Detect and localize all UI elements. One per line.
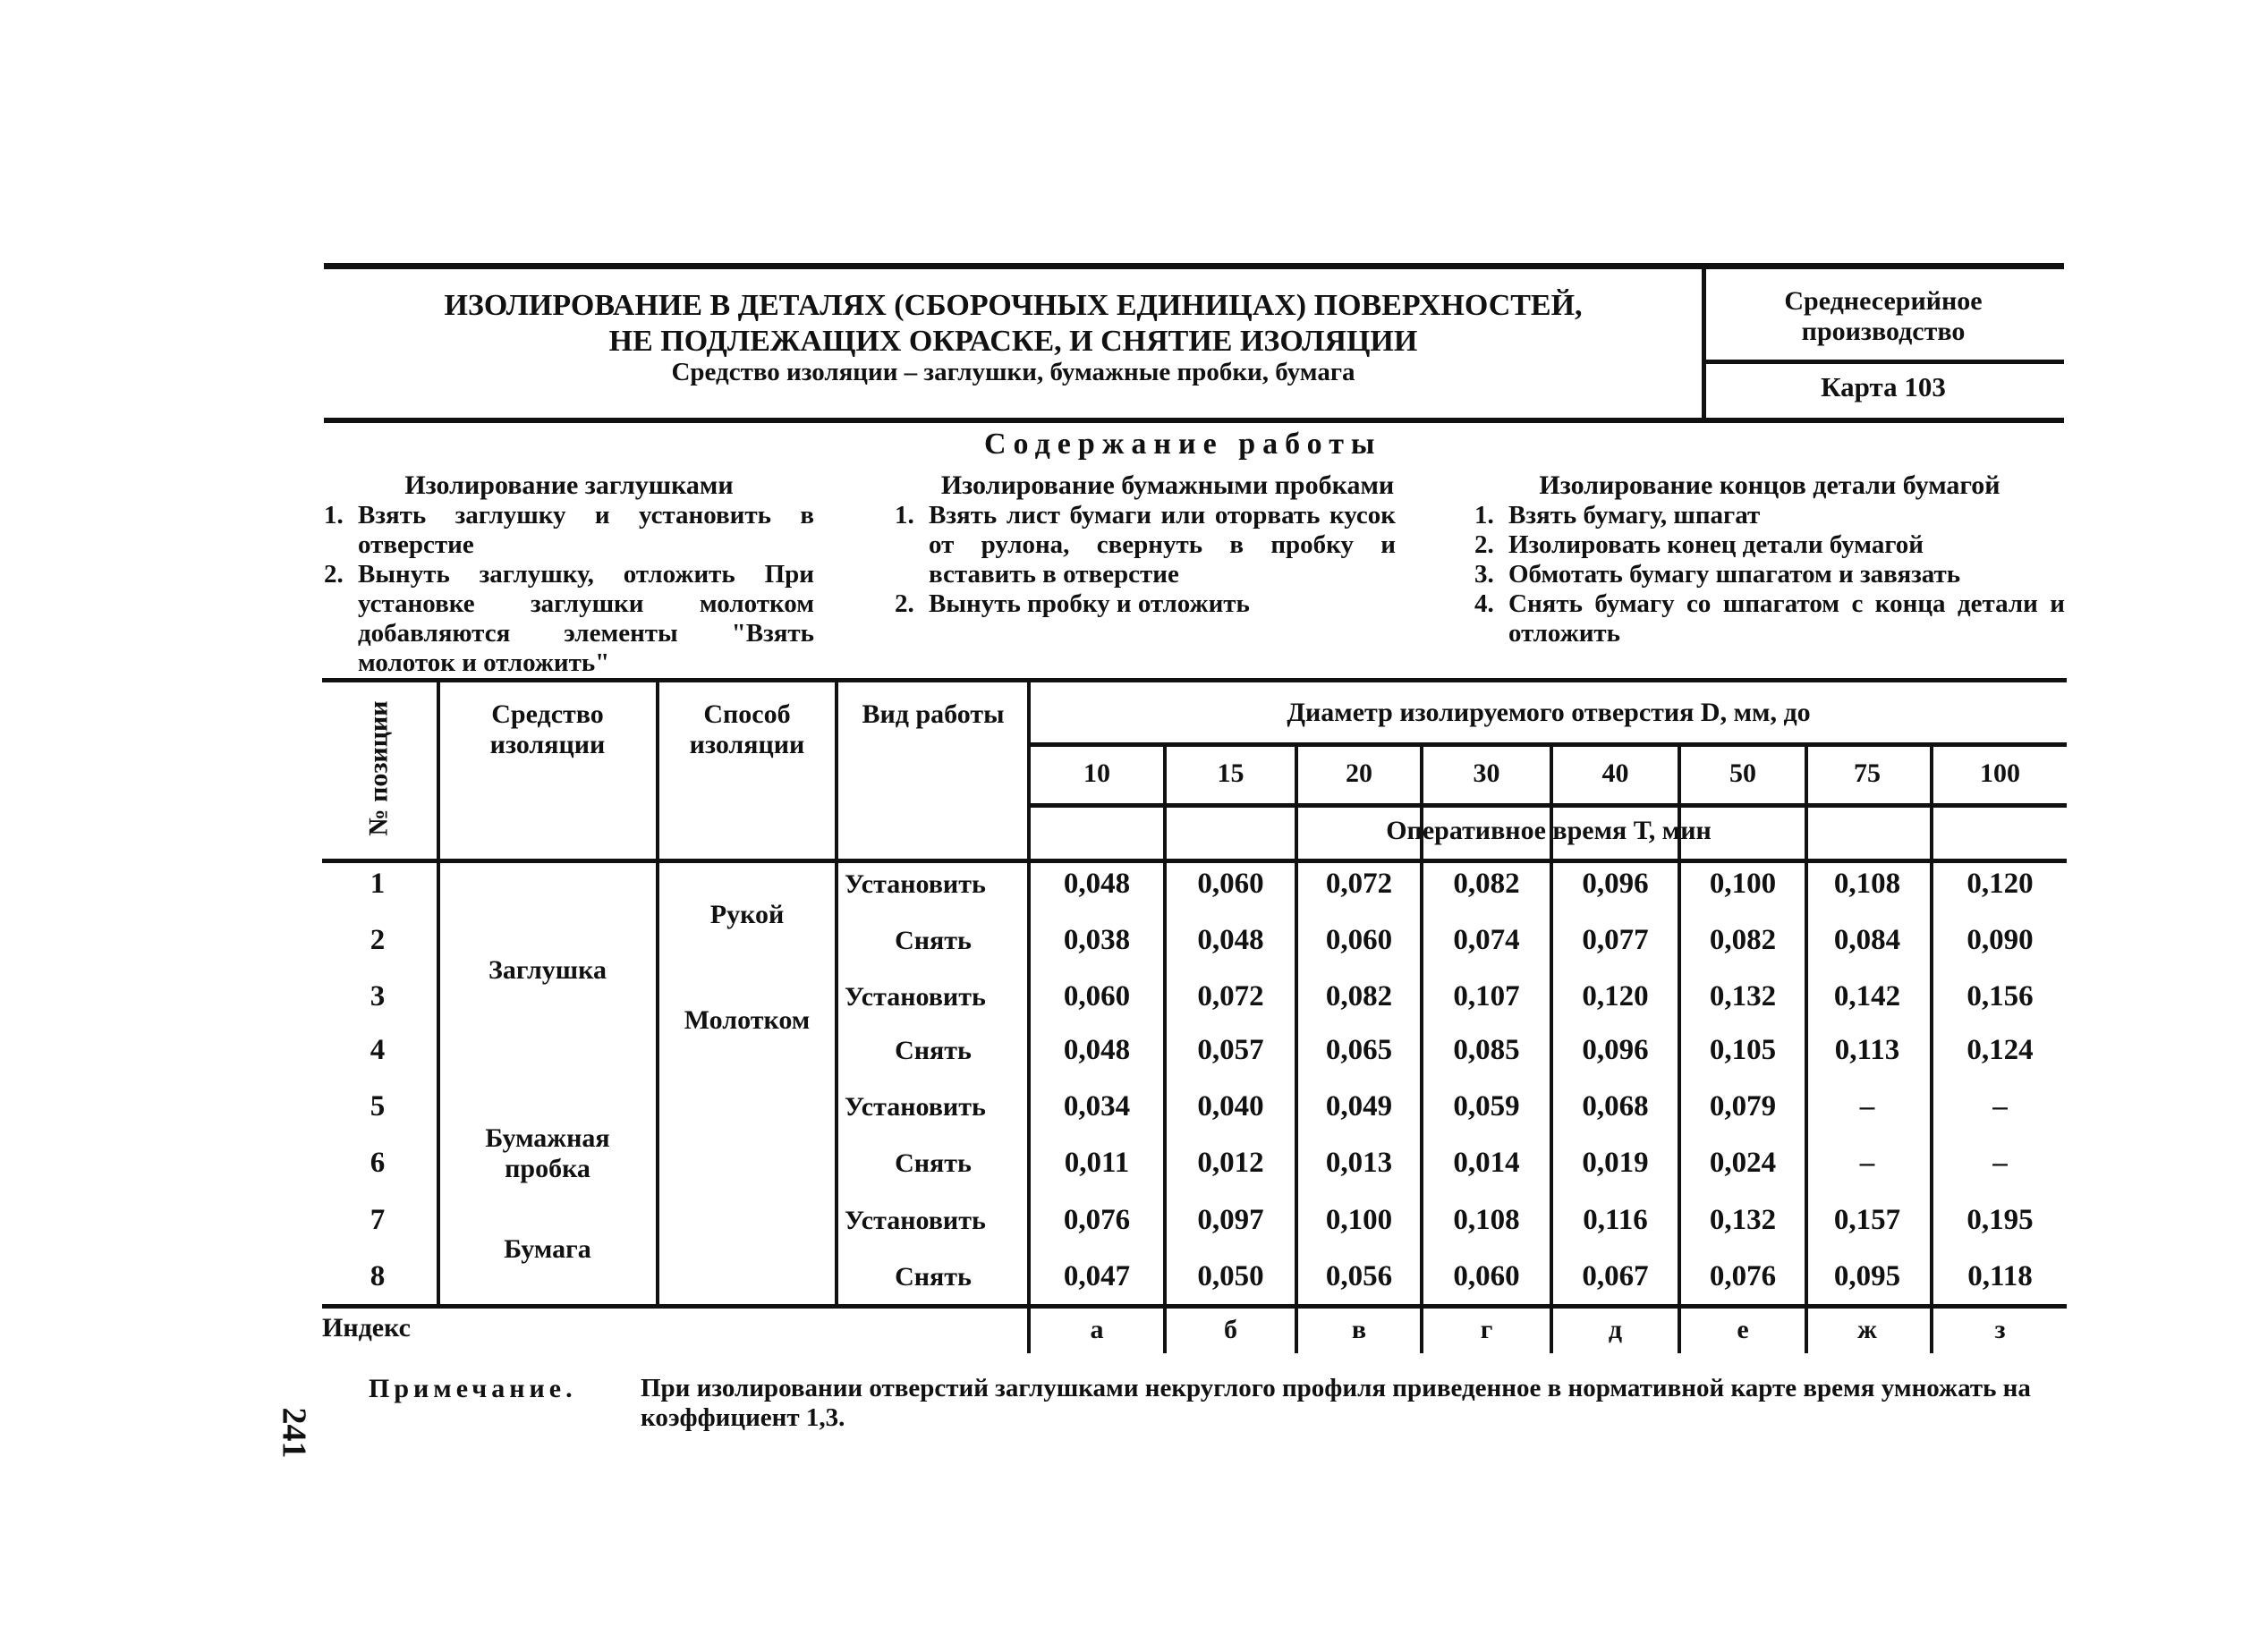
diameter-header-cell: 75 [1854, 758, 1881, 788]
position-number-cell: 3 [370, 980, 386, 1012]
time-value-cell: – [1992, 1090, 2008, 1122]
time-value-cell: – [1859, 1090, 1875, 1122]
time-value-cell: 0,107 [1453, 980, 1520, 1012]
time-value-cell: 0,113 [1834, 1034, 1900, 1066]
work-column-title: Изолирование бумажными пробками [940, 470, 1395, 500]
work-column-title: Изолирование заглушками [404, 470, 734, 500]
time-value-cell: 0,116 [1583, 1204, 1648, 1236]
time-value-cell: 0,072 [1325, 868, 1393, 900]
time-value-cell: 0,095 [1833, 1260, 1901, 1292]
time-value-cell: 0,120 [1966, 868, 2034, 900]
diameter-header-cell: 20 [1346, 758, 1372, 788]
work-column-paper [1474, 470, 2065, 648]
time-value-cell: 0,090 [1966, 924, 2034, 956]
time-value-cell: 0,124 [1966, 1034, 2034, 1066]
time-value-cell: 0,195 [1966, 1204, 2034, 1236]
time-value-cell: 0,156 [1966, 980, 2034, 1012]
time-value-cell: 0,048 [1063, 868, 1131, 900]
time-value-cell: 0,060 [1325, 924, 1393, 956]
norms-table [322, 678, 2067, 1344]
time-value-cell: 0,077 [1582, 924, 1649, 956]
work-kind-cell: Снять [895, 1036, 972, 1065]
time-value-cell: 0,065 [1325, 1034, 1393, 1066]
index-cell: г [1480, 1315, 1493, 1344]
work-kind-cell: Снять [895, 1148, 972, 1178]
means-paper-plug: Бумажная пробка [485, 1123, 610, 1183]
time-value-cell: 0,050 [1197, 1260, 1264, 1292]
time-value-cell: 0,076 [1709, 1260, 1777, 1292]
time-value-cell: 0,084 [1833, 924, 1901, 956]
time-value-cell: 0,060 [1063, 980, 1131, 1012]
list-item: 2. Изолировать конец детали бумагой [1474, 530, 1924, 559]
header-top-rule [324, 263, 2064, 269]
time-value-cell: 0,105 [1709, 1034, 1777, 1066]
time-value-cell: 0,048 [1197, 924, 1264, 956]
time-value-cell: 0,142 [1833, 980, 1901, 1012]
document-subtitle: Средство изоляции – заглушки, бумажные пробки, бумага [671, 358, 1355, 386]
time-value-cell: 0,038 [1063, 924, 1131, 956]
index-cell: ж [1857, 1315, 1877, 1344]
position-number-cell: 7 [370, 1204, 386, 1236]
work-kind-cell: Снять [895, 1262, 972, 1292]
method-by-hand: Рукой [709, 900, 785, 929]
header-work-kind: Вид работы [862, 699, 1005, 729]
method-by-hammer: Молотком [684, 1005, 811, 1035]
time-value-cell: 0,034 [1063, 1090, 1131, 1122]
header-isolation-means: Средство изоляции [489, 699, 606, 759]
time-value-cell: 0,076 [1063, 1204, 1131, 1236]
index-cell: б [1224, 1315, 1237, 1344]
diameter-header-cell: 50 [1729, 758, 1756, 788]
index-cell: е [1737, 1315, 1749, 1344]
work-kind-cell: Установить [845, 1092, 986, 1122]
list-item: 4. Снять бумагу со шпагатом с конца детали и отложить [1474, 589, 2065, 648]
time-value-cell: 0,011 [1064, 1147, 1130, 1179]
list-item: 2. Вынуть заглушку, отложить При установке заглушки молотком добавляются элементы "Взять молоток и отложить" [324, 560, 814, 677]
card-number: Карта 103 [1821, 371, 1946, 402]
time-value-cell: 0,085 [1453, 1034, 1520, 1066]
position-number-cell: 5 [370, 1090, 386, 1122]
position-number-cell: 2 [370, 924, 386, 956]
work-kind-cell: Установить [845, 1206, 986, 1235]
work-kind-cell: Установить [845, 869, 986, 899]
list-item: 3. Обмотать бумагу шпагатом и завязать [1474, 560, 1961, 589]
note-text: При изолировании отверстий заглушками некруглого профиля приведенное в нормативной карте время умножать на коэффициент 1,3. [641, 1374, 2031, 1432]
time-value-cell: – [1859, 1147, 1875, 1179]
time-value-cell: 0,120 [1582, 980, 1649, 1012]
position-number-cell: 8 [370, 1260, 386, 1292]
header-diameter: Диаметр изолируемого отверстия D, мм, до [1287, 698, 1811, 727]
work-column-title: Изолирование концов детали бумагой [1539, 470, 2000, 500]
production-type: Среднесерийное производство [1784, 286, 1983, 346]
table-header-rule [1029, 742, 2067, 747]
diameter-header-cell: 40 [1601, 758, 1629, 788]
time-value-cell: 0,082 [1453, 868, 1520, 900]
time-value-cell: 0,049 [1325, 1090, 1393, 1122]
work-content-title: Содержание работы [984, 428, 1382, 461]
diameter-header-cell: 15 [1217, 758, 1244, 788]
index-cell: з [1994, 1315, 2006, 1344]
list-item: 2. Вынуть пробку и отложить [895, 589, 1250, 618]
index-label: Индекс [322, 1313, 411, 1343]
time-value-cell: 0,082 [1709, 924, 1777, 956]
time-value-cell: 0,100 [1325, 1204, 1393, 1236]
time-value-cell: 0,118 [1967, 1260, 2033, 1292]
table-col-rule [835, 678, 838, 1306]
time-value-cell: 0,060 [1453, 1260, 1520, 1292]
header-bottom-rule [324, 418, 2064, 423]
time-value-cell: 0,057 [1197, 1034, 1264, 1066]
time-value-cell: 0,048 [1063, 1034, 1131, 1066]
work-column-paper-plugs [895, 470, 1440, 619]
time-value-cell: 0,019 [1582, 1147, 1649, 1179]
time-value-cell: 0,100 [1709, 868, 1777, 900]
document-title: ИЗОЛИРОВАНИЕ В ДЕТАЛЯХ (СБОРОЧНЫХ ЕДИНИЦАХ) ПОВЕРХНОСТЕЙ, НЕ ПОДЛЕЖАЩИХ ОКРАСКЕ, И СНЯТИЕ ИЗОЛЯЦИИ [444, 289, 1583, 358]
index-cell: в [1351, 1315, 1367, 1344]
page-number: 241 [275, 1407, 313, 1459]
table-col-rule [656, 678, 659, 1306]
index-cell: д [1608, 1315, 1623, 1344]
time-value-cell: 0,014 [1453, 1147, 1520, 1179]
time-value-cell: 0,132 [1709, 1204, 1777, 1236]
time-value-cell: 0,079 [1709, 1090, 1777, 1122]
header-operative-time: Оперативное время Т, мин [1386, 816, 1712, 845]
time-value-cell: 0,108 [1453, 1204, 1520, 1236]
diameter-header-cell: 30 [1473, 758, 1500, 788]
time-value-cell: 0,013 [1325, 1147, 1393, 1179]
time-value-cell: 0,132 [1709, 980, 1777, 1012]
time-value-cell: 0,072 [1197, 980, 1264, 1012]
position-number-cell: 1 [370, 868, 386, 900]
time-value-cell: 0,074 [1453, 924, 1520, 956]
time-value-cell: – [1992, 1147, 2008, 1179]
note-label: Примечание. [369, 1374, 577, 1403]
table-top-rule [322, 678, 2067, 682]
time-value-cell: 0,060 [1197, 868, 1264, 900]
work-kind-cell: Установить [845, 982, 986, 1012]
table-header-rule [1029, 803, 2067, 808]
time-value-cell: 0,067 [1582, 1260, 1649, 1292]
index-cell: а [1090, 1315, 1104, 1344]
header-position-number: № позиции [364, 700, 395, 836]
time-value-cell: 0,024 [1709, 1147, 1777, 1179]
list-item: 1. Взять лист бумаги или оторвать кусок от рулона, свернуть в пробку и вставить в отверстие [895, 501, 1396, 589]
time-value-cell: 0,108 [1833, 868, 1901, 900]
position-number-cell: 4 [370, 1034, 386, 1066]
work-column-plugs [324, 470, 814, 678]
time-value-cell: 0,097 [1197, 1204, 1264, 1236]
diameter-header-cell: 10 [1083, 758, 1110, 788]
header-isolation-method: Способ изоляции [689, 699, 805, 759]
time-value-cell: 0,059 [1453, 1090, 1520, 1122]
work-kind-cell: Снять [895, 926, 972, 955]
list-item: 1. Взять заглушку и установить в отверстие [324, 501, 814, 559]
table-col-rule [437, 678, 440, 1306]
time-value-cell: 0,012 [1197, 1147, 1264, 1179]
means-plug: Заглушка [488, 955, 607, 985]
header-right-divider [1702, 360, 2064, 364]
means-paper: Бумага [504, 1234, 591, 1264]
time-value-cell: 0,157 [1833, 1204, 1901, 1236]
time-value-cell: 0,082 [1325, 980, 1393, 1012]
time-value-cell: 0,096 [1582, 868, 1649, 900]
position-number-cell: 6 [370, 1147, 386, 1179]
time-value-cell: 0,056 [1325, 1260, 1393, 1292]
time-value-cell: 0,047 [1063, 1260, 1131, 1292]
time-value-cell: 0,068 [1582, 1090, 1649, 1122]
diameter-header-cell: 100 [1980, 758, 2020, 788]
time-value-cell: 0,096 [1582, 1034, 1649, 1066]
time-value-cell: 0,040 [1197, 1090, 1264, 1122]
list-item: 1. Взять бумагу, шпагат [1474, 501, 1761, 529]
